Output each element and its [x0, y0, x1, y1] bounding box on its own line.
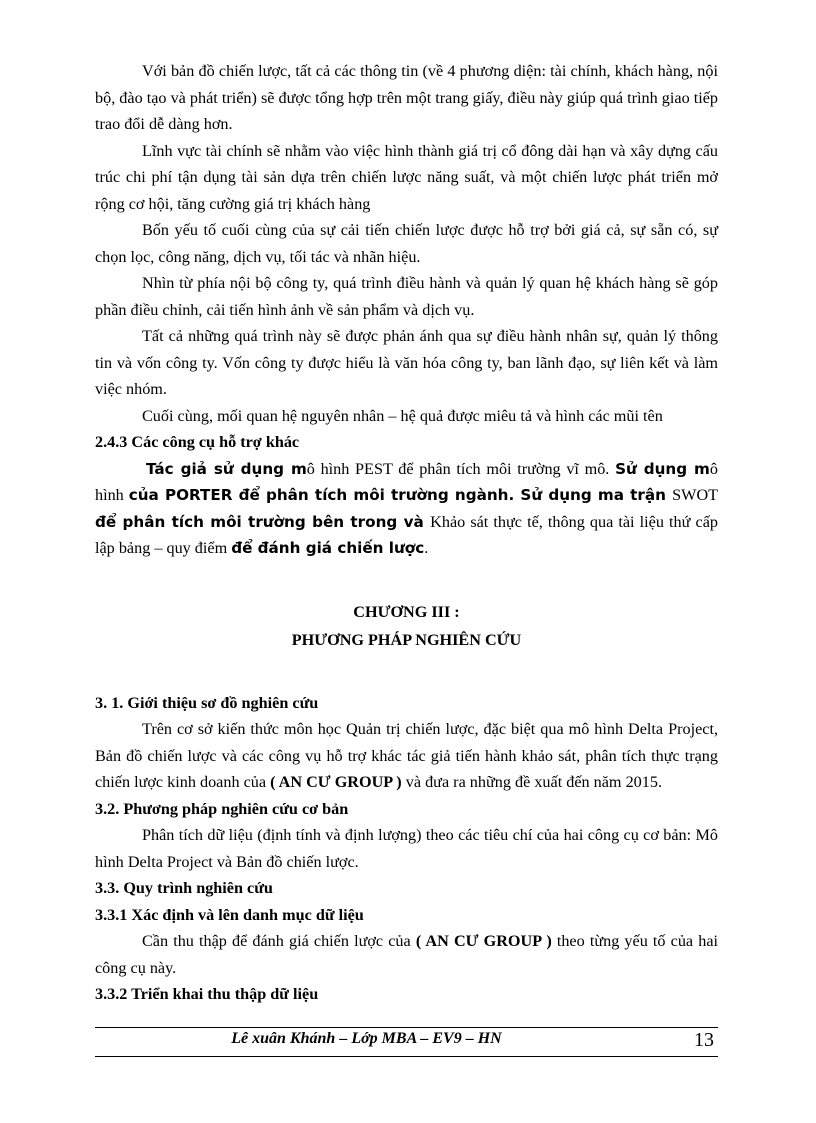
- text-run: và đưa ra những đề xuất đến năm 2015.: [401, 773, 662, 791]
- paragraph: [95, 716, 718, 796]
- text-run: ô hình: [95, 459, 718, 504]
- page-footer: [95, 1027, 718, 1057]
- section-heading-3-2: 3.2. Phương pháp nghiên cứu cơ bản: [95, 799, 349, 818]
- text-run: .: [424, 539, 429, 557]
- text-run-bold: Sử dụng m: [615, 459, 710, 478]
- tools-paragraph: [95, 456, 718, 562]
- paragraph: Cuối cùng, mối quan hệ nguyên nhân – hệ quả được miêu tả và hình các mũi tên: [142, 406, 663, 425]
- chapter-title: PHƯƠNG PHÁP NGHIÊN CỨU: [291, 630, 522, 649]
- paragraph: Bốn yếu tố cuối cùng của sự cải tiến chiến lược được hỗ trợ bởi giá cả, sự sẵn có, sự chọn lọc, công năng, dịch vụ, tối tác và nhãn hiệu.: [95, 221, 718, 266]
- text-run: theo từng yếu tố của hai công cụ này.: [95, 932, 718, 977]
- section-heading-3-3: 3.3. Quy trình nghiên cứu: [95, 879, 273, 897]
- text-run: Khảo sát thực tế, thông qua tài liệu thứ cấp lập bảng – quy điểm: [95, 512, 718, 557]
- section-heading-2-4-3: 2.4.3 Các công cụ hỗ trợ khác: [95, 433, 300, 451]
- company-name: ( AN CƯ GROUP ): [270, 773, 402, 791]
- paragraph: Nhìn từ phía nội bộ công ty, quá trình điều hành và quản lý quan hệ khách hàng sẽ góp phần điều chỉnh, cải tiến hình ảnh về sản phẩm và dịch vụ.: [95, 274, 718, 319]
- text-run: ô hình PEST để phân tích môi trường vĩ mô.: [306, 459, 616, 478]
- chapter-number: CHƯƠNG III :: [353, 602, 460, 621]
- section-heading-3-3-2: 3.3.2 Triển khai thu thập dữ liệu: [95, 985, 319, 1003]
- text-run-bold: để đánh giá chiến lược: [231, 539, 425, 557]
- paragraph: Lĩnh vực tài chính sẽ nhằm vào việc hình thành giá trị cổ đông dài hạn và xây dựng cấu trúc chi phí tận dụng tài sản dựa trên chiến lược năng suất, và một chiến lược phát triển mở rộng cơ hội, tăng cường giá trị khách hàng: [95, 141, 718, 213]
- text-run: Trên cơ sở kiến thức môn học Quản trị chiến lược, đặc biệt qua mô hình Delta Project, Bản đồ chiến lược và các công vụ hỗ trợ khác tác giả tiến hành khảo sát, phân tích thực trạng chiến lược kinh doanh của: [95, 720, 718, 791]
- text-run: Cần thu thập để đánh giá chiến lược của: [142, 932, 416, 950]
- company-name: ( AN CƯ GROUP ): [415, 932, 552, 950]
- text-run: SWOT: [672, 486, 719, 504]
- footer-author: Lê xuân Khánh – Lớp MBA – EV9 – HN: [231, 1030, 502, 1047]
- text-run-bold: để phân tích môi trường bên trong và: [95, 512, 431, 531]
- paragraph: Với bản đồ chiến lược, tất cả các thông tin (về 4 phương diện: tài chính, khách hàng, nội bộ, đào tạo và phát triển) sẽ được tổng hợp trên một trang giấy, điều này giúp quá trình giao tiếp trao đổi dễ dàng hơn.: [95, 62, 718, 133]
- document-page: [95, 58, 718, 1008]
- text-run-bold: của PORTER để phân tích môi trường ngành. Sử dụng ma trận: [128, 486, 673, 504]
- page-number: 13: [694, 1029, 714, 1051]
- paragraph: Tất cả những quá trình này sẽ được phản ánh qua sự điều hành nhân sự, quản lý thông tin và vốn công ty. Vốn công ty được hiểu là văn hóa công ty, ban lãnh đạo, sự liên kết và làm việc nhóm.: [95, 327, 718, 398]
- text-run-bold: Tác giả sử dụng m: [146, 459, 307, 478]
- section-heading-3-3-1: 3.3.1 Xác định và lên danh mục dữ liệu: [95, 905, 364, 924]
- paragraph: Phân tích dữ liệu (định tính và định lượng) theo các tiêu chí của hai công cụ cơ bản: Mô hình Delta Project và Bản đồ chiến lược.: [95, 826, 718, 871]
- section-heading-3-1: 3. 1. Giới thiệu sơ đồ nghiên cứu: [95, 693, 319, 712]
- paragraph: [95, 928, 718, 981]
